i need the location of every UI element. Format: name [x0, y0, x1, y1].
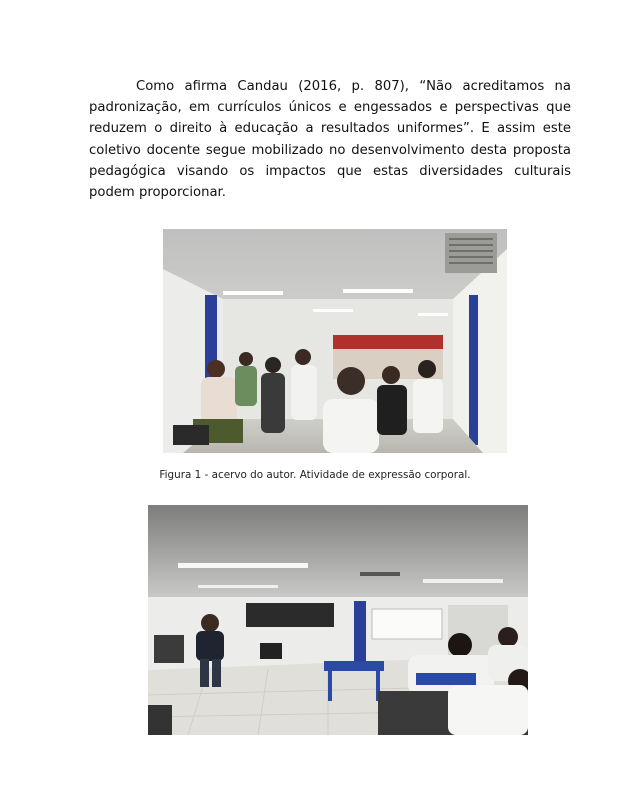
body-paragraph: Como afirma Candau (2016, p. 807), “Não acreditamos na padronização, em currículos únicos e engessados e perspectivas que reduzem o direito à educação a resultados uniformes”. E assim este coletivo docente segue mobilizado no desenvolvimento desta proposta pedagógica visando os impactos que estas diversidades culturais podem proporcionar. — [89, 79, 571, 201]
figure-1-photo — [163, 229, 507, 453]
figure-2-photo — [148, 505, 528, 735]
figure-1-image — [163, 229, 507, 453]
figure-1-caption: Figura 1 - acervo do autor. Atividade de expressão corporal. — [159, 469, 471, 481]
figure-2-image — [148, 505, 528, 735]
